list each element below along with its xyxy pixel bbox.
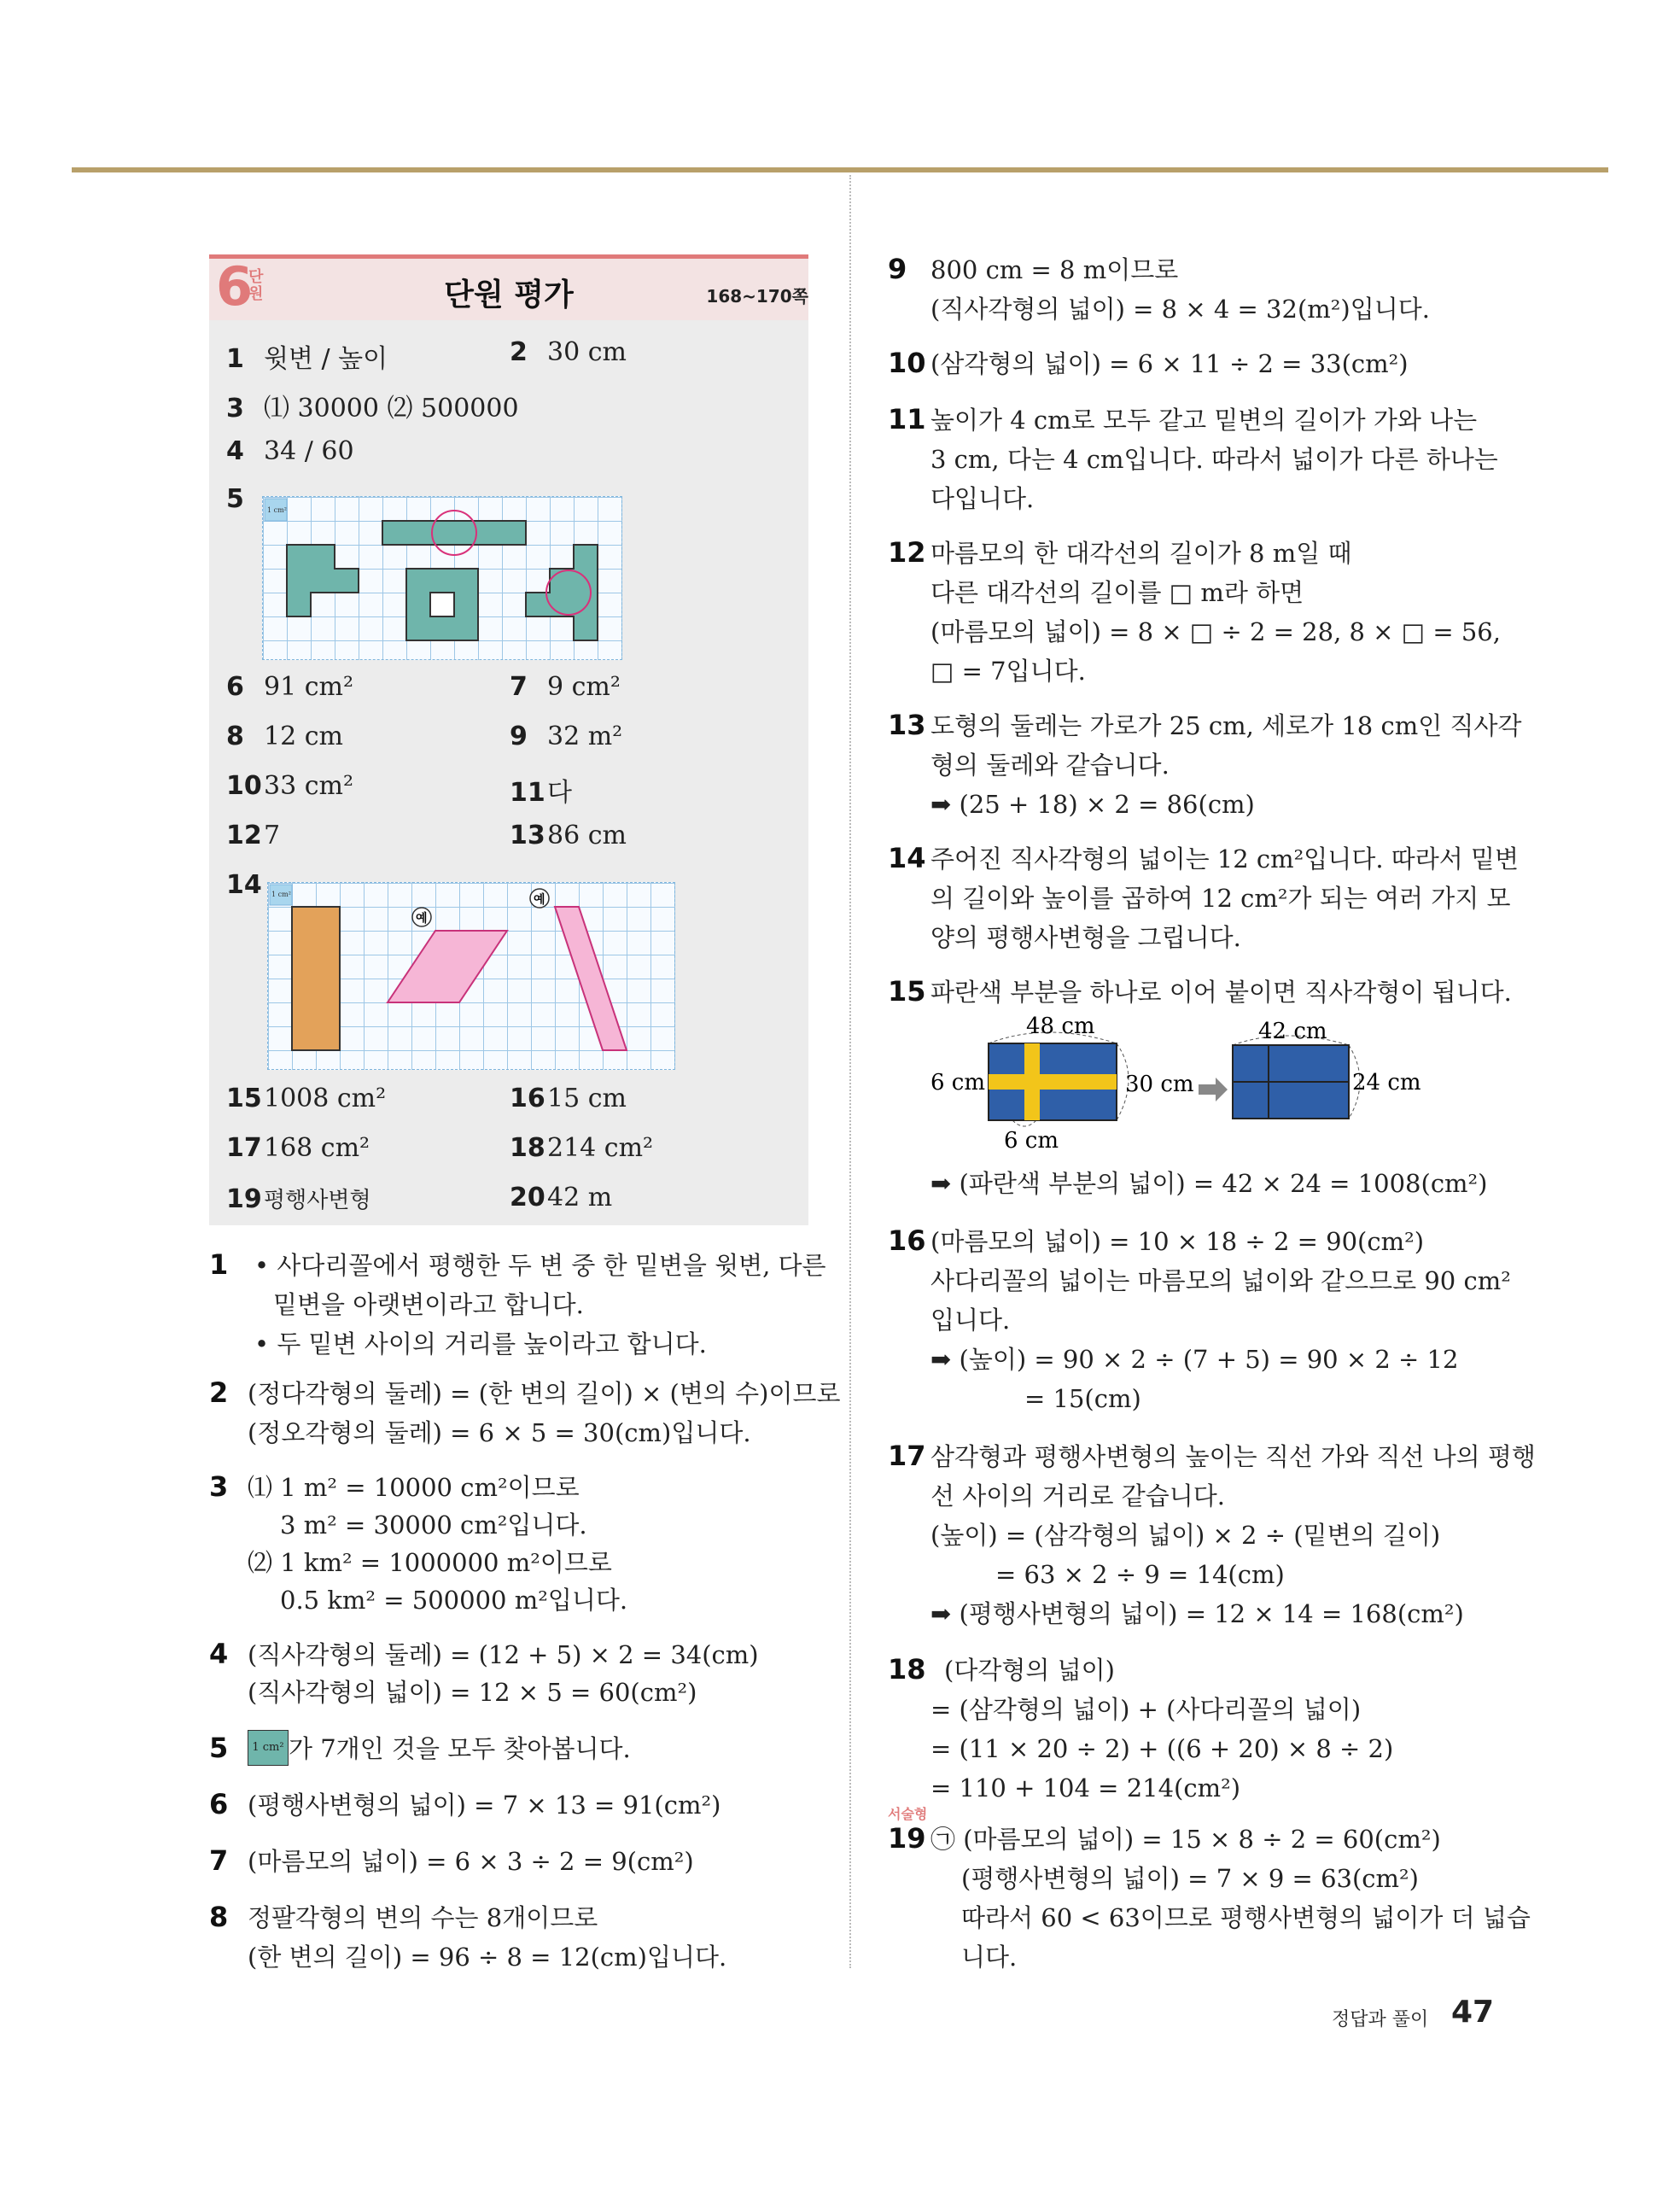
explanation-14-line: 의 길이와 높이를 곱하여 12 cm²가 되는 여러 가지 모	[930, 884, 1511, 913]
explanation-2-number: 2	[209, 1376, 229, 1409]
answer-13: 1386 cm	[510, 821, 627, 850]
explanation-9-line: (직사각형의 넓이) = 8 × 4 = 32(m²)입니다.	[930, 295, 1430, 324]
explanation-11-line: 3 cm, 다는 4 cm입니다. 따라서 넓이가 다른 하나는	[930, 445, 1498, 474]
answer-6: 6 91 cm²	[226, 672, 353, 702]
answer-4: 4 34 / 60	[226, 436, 354, 466]
explanation-15-line: 파란색 부분을 하나로 이어 붙이면 직사각형이 됩니다.	[930, 978, 1512, 1007]
answer-8: 8 12 cm	[226, 722, 343, 751]
explanation-1-number: 1	[209, 1248, 229, 1281]
explanation-3-line: 0.5 km² = 500000 m²입니다.	[280, 1586, 628, 1615]
answer-14-shapes	[268, 883, 674, 1069]
explanation-5-line: 가 7개인 것을 모두 찾아봅니다.	[289, 1734, 631, 1763]
explanation-15-line: ➡ (파란색 부분의 넓이) = 42 × 24 = 1008(cm²)	[930, 1169, 1488, 1198]
explanation-15-number: 15	[888, 975, 926, 1008]
explanation-12-line: 마름모의 한 대각선의 길이가 8 m일 때	[930, 539, 1352, 568]
explanation-8-line: (한 변의 길이) = 96 ÷ 8 = 12(cm)입니다.	[248, 1943, 727, 1972]
explanation-13-line: 형의 둘레와 같습니다.	[930, 751, 1170, 780]
page-number: 47	[1451, 1995, 1495, 2030]
explanation-4-line: (직사각형의 넓이) = 12 × 5 = 60(cm²)	[248, 1678, 697, 1707]
figure-label-6cm-bottom: 6 cm	[1004, 1128, 1059, 1154]
answer-19: 19평행사변형	[226, 1184, 371, 1214]
explanation-11-number: 11	[888, 403, 926, 435]
explanation-10-line: (삼각형의 넓이) = 6 × 11 ÷ 2 = 33(cm²)	[930, 349, 1409, 378]
explanation-12-line: (마름모의 넓이) = 8 × □ ÷ 2 = 28, 8 × □ = 56,	[930, 617, 1501, 646]
explanation-18-number: 18	[888, 1653, 926, 1686]
explanation-3-line: ⑵ 1 km² = 1000000 m²이므로	[248, 1548, 612, 1577]
figure-label-42cm: 42 cm	[1258, 1019, 1327, 1044]
answer-20: 2042 m	[510, 1183, 613, 1212]
explanation-3-line: 3 m² = 30000 cm²입니다.	[280, 1510, 587, 1540]
unit-square-label-14: 1 cm²	[271, 891, 291, 898]
explanation-1-line: 밑변을 아랫변이라고 합니다.	[273, 1290, 584, 1319]
answer-5-shapes	[263, 497, 621, 659]
answer-15: 151008 cm²	[226, 1084, 387, 1113]
example-mark-2: 예	[534, 893, 545, 907]
unit-square-label: 1 cm²	[267, 506, 287, 514]
answer-12: 127	[226, 821, 281, 850]
answer-box	[209, 254, 808, 1225]
explanation-16-line: 사다리꼴의 넓이는 마름모의 넓이와 같으므로 90 cm²	[930, 1266, 1511, 1295]
answer-17: 17168 cm²	[226, 1133, 370, 1163]
unit-square-badge: 1 cm²	[248, 1730, 289, 1766]
explanation-18-line: = (11 × 20 ÷ 2) + ((6 + 20) × 8 ÷ 2)	[930, 1734, 1394, 1763]
explanation-14-number: 14	[888, 842, 926, 874]
explanation-19-line: 니다.	[961, 1943, 1018, 1972]
explanation-17-line: = 63 × 2 ÷ 9 = 14(cm)	[995, 1560, 1285, 1589]
answer-9: 9 32 m²	[510, 722, 623, 751]
explanation-13-number: 13	[888, 709, 926, 741]
page-title: 단원 평가	[444, 278, 574, 313]
explanation-14-line: 주어진 직사각형의 넓이는 12 cm²입니다. 따라서 밑변	[930, 844, 1520, 873]
explanation-18-line: (다각형의 넓이)	[944, 1656, 1115, 1685]
explanation-1-line: • 두 밑변 사이의 거리를 높이라고 합니다.	[254, 1329, 707, 1358]
explanation-4-line: (직사각형의 둘레) = (12 + 5) × 2 = 34(cm)	[248, 1640, 759, 1669]
explanation-9-line: 800 cm = 8 m이므로	[930, 255, 1179, 284]
answer-3: 3 ⑴ 30000 ⑵ 500000	[226, 394, 519, 424]
explanation-17-line: (높이) = (삼각형의 넓이) × 2 ÷ (밑변의 길이)	[930, 1521, 1441, 1550]
answer-14: 14	[226, 870, 262, 900]
explanation-13-line: ➡ (25 + 18) × 2 = 86(cm)	[930, 790, 1255, 819]
right-arrow-icon	[1199, 1078, 1228, 1101]
explanation-16-line: 입니다.	[930, 1306, 1011, 1335]
unit-label: 단원	[248, 268, 264, 303]
answer-box-header	[209, 255, 808, 320]
explanation-6-number: 6	[209, 1788, 229, 1820]
answer-5-grid	[262, 496, 622, 660]
explanation-10-number: 10	[888, 347, 926, 379]
explanation-8-number: 8	[209, 1901, 229, 1933]
explanation-16-line: (마름모의 넓이) = 10 × 18 ÷ 2 = 90(cm²)	[930, 1227, 1425, 1256]
explanation-3-line: ⑴ 1 m² = 10000 cm²이므로	[248, 1473, 580, 1502]
explanation-19-line: (평행사변형의 넓이) = 7 × 9 = 63(cm²)	[961, 1864, 1419, 1893]
explanation-11-line: 높이가 4 cm로 모두 같고 밑변의 길이가 가와 나는	[930, 406, 1478, 435]
page-range: 168~170쪽	[706, 286, 808, 307]
answer-16: 1615 cm	[510, 1084, 627, 1113]
explanation-18-line: = (삼각형의 넓이) + (사다리꼴의 넓이)	[930, 1695, 1362, 1724]
explanation-1-line: • 사다리꼴에서 평행한 두 변 중 한 밑변을 윗변, 다른	[254, 1251, 826, 1280]
explanation-19-line: 따라서 60 < 63이므로 평행사변형의 넓이가 더 넓습	[961, 1903, 1531, 1932]
figure-label-30cm: 30 cm	[1125, 1072, 1194, 1097]
descriptive-tag: 서술형	[888, 1806, 928, 1822]
answer-11: 11다	[510, 778, 572, 808]
answer-2: 2 30 cm	[510, 337, 627, 367]
answer-7: 7 9 cm²	[510, 672, 621, 702]
answer-5: 5	[226, 484, 244, 514]
explanation-16-line: = 15(cm)	[1024, 1384, 1141, 1413]
column-divider	[849, 175, 851, 1968]
unit-number: 6	[216, 255, 254, 318]
explanation-6-line: (평행사변형의 넓이) = 7 × 13 = 91(cm²)	[248, 1791, 721, 1820]
explanation-14-line: 양의 평행사변형을 그립니다.	[930, 923, 1241, 952]
answer-18: 18214 cm²	[510, 1133, 654, 1163]
explanation-19-line: ㉠ (마름모의 넓이) = 15 × 8 ÷ 2 = 60(cm²)	[930, 1825, 1441, 1854]
explanation-11-line: 다입니다.	[930, 484, 1035, 513]
explanation-16-line: ➡ (높이) = 90 × 2 ÷ (7 + 5) = 90 × 2 ÷ 12	[930, 1345, 1459, 1374]
answer-10: 1033 cm²	[226, 771, 353, 801]
explanation-17-line: 삼각형과 평행사변형의 높이는 직선 가와 직선 나의 평행	[930, 1442, 1536, 1471]
explanation-17-line: ➡ (평행사변형의 넓이) = 12 × 14 = 168(cm²)	[930, 1599, 1464, 1628]
explanation-2-line: (정오각형의 둘레) = 6 × 5 = 30(cm)입니다.	[248, 1418, 751, 1447]
explanation-3-number: 3	[209, 1470, 229, 1503]
explanation-13-line: 도형의 둘레는 가로가 25 cm, 세로가 18 cm인 직사각	[930, 711, 1522, 740]
explanation-12-line: □ = 7입니다.	[930, 657, 1086, 686]
explanation-4-number: 4	[209, 1638, 229, 1670]
footer-label: 정답과 풀이	[1332, 2009, 1429, 2030]
figure-label-48cm: 48 cm	[1026, 1014, 1095, 1039]
explanation-17-line: 선 사이의 거리로 같습니다.	[930, 1481, 1226, 1510]
explanation-12-number: 12	[888, 536, 926, 569]
answer-14-grid	[267, 882, 675, 1070]
explanation-7-line: (마름모의 넓이) = 6 × 3 ÷ 2 = 9(cm²)	[248, 1847, 694, 1876]
explanation-12-line: 다른 대각선의 길이를 □ m라 하면	[930, 578, 1304, 607]
explanation-5-number: 5	[209, 1732, 229, 1764]
explanation-19-number: 19	[888, 1822, 926, 1855]
answer-1: 1 윗변 / 높이	[226, 344, 388, 374]
explanation-2-line: (정다각형의 둘레) = (한 변의 길이) × (변의 수)이므로	[248, 1379, 841, 1408]
explanation-18-line: = 110 + 104 = 214(cm²)	[930, 1773, 1241, 1802]
explanation-7-number: 7	[209, 1844, 229, 1877]
explanation-17-number: 17	[888, 1440, 926, 1472]
explanation-15-figure	[927, 1013, 1456, 1158]
explanation-9-number: 9	[888, 253, 907, 285]
explanation-8-line: 정팔각형의 변의 수는 8개이므로	[248, 1903, 598, 1932]
example-mark-1: 예	[416, 912, 428, 926]
explanation-16-number: 16	[888, 1224, 926, 1257]
top-rule	[72, 167, 1608, 172]
figure-label-24cm: 24 cm	[1352, 1070, 1421, 1096]
figure-label-6cm-side: 6 cm	[930, 1070, 986, 1096]
